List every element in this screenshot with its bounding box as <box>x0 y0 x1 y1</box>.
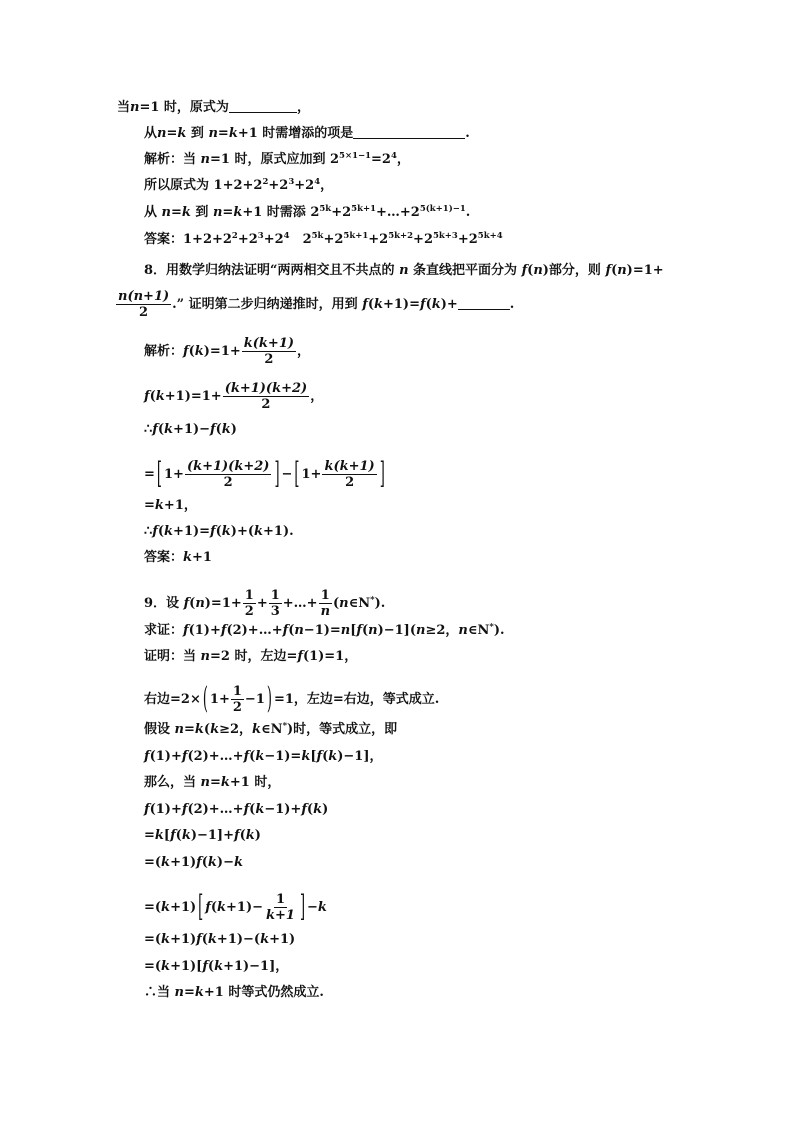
line-4: 所以原式为 $1+2+2^2+2^3+2^4$， <box>144 177 334 193</box>
line-27: =(k+1)f(k+1)−(k+1) <box>144 932 296 947</box>
line-10: f(k+1)=1+ $\frac{(k+1)(k+2)}{2}$ ， <box>144 381 324 412</box>
fraction: $\frac{(k+1)(k+2)}{2}$ <box>186 459 270 490</box>
line-22: 那么，当 n=k+1 时， <box>144 775 281 790</box>
line-16-question-9: 9．设 f(n)=1+ $\frac{1}{2}$ + $\frac{1}{3}$ +…+ $\frac{1}{n}$ (n∈N*). <box>144 588 386 619</box>
line-8: $\frac{n(n+1)}{2}$ .” 证明第二步归纳递推时，用到 f(k+1)=f(k)+ . <box>118 289 515 320</box>
line-5: 从 n=k 到 n=k+1 时需添 $2^{5k}+2^{5k+1}+\dots+2^{5(k+1)-1}$. <box>144 204 471 220</box>
line-25: =(k+1)f(k)−k <box>144 855 243 870</box>
line-9: 解析：f(k)=1+ $\frac{k(k+1)}{2}$ ， <box>144 336 311 367</box>
line-13: =k+1， <box>144 498 197 513</box>
line-7-question-8: 8．用数学归纳法证明“两两相交且不共点的 n 条直线把平面分为 f(n)部分，则 f(n)=1+ <box>144 263 664 278</box>
fraction: $\frac{1}{k+1}$ <box>265 892 295 923</box>
line-14: ∴f(k+1)=f(k)+(k+1). <box>144 524 294 539</box>
line-19: 右边=2× ( 1+ $\frac{1}{2}$ −1 ) =1，左边=右边，等式成立. <box>144 682 440 718</box>
answer-blank <box>229 98 297 113</box>
answer-blank <box>353 124 465 139</box>
line-24: =k[f(k)−1]+f(k) <box>144 828 261 843</box>
fraction: $\frac{1}{2}$ <box>244 588 254 619</box>
line-3: 解析：当 n=1 时，原式应加到 $2^{5\times 1-1}=2^4$， <box>144 151 410 167</box>
line-6-answer: 答案：$1+2+2^2+2^3+2^4$ $2^{5k}+2^{5k+1}+2^{5k+2}+2^{5k+3}+2^{5k+4}$ <box>144 231 503 247</box>
line-23: f(1)+f(2)+…+f(k−1)+f(k) <box>144 802 329 817</box>
line-21: f(1)+f(2)+…+f(k−1)=k[f(k)−1]， <box>144 749 383 764</box>
fraction: $\frac{(k+1)(k+2)}{2}$ <box>224 381 308 412</box>
fraction: $\frac{1}{2}$ <box>232 684 242 715</box>
fraction: $\frac{1}{n}$ <box>320 588 331 619</box>
line-18: 证明：当 n=2 时，左边=f(1)=1， <box>144 649 358 664</box>
answer-blank <box>458 295 510 310</box>
line-11: ∴f(k+1)−f(k) <box>144 422 237 437</box>
line-15-answer: 答案：k+1 <box>144 550 212 565</box>
line-29: ∴当 n=k+1 时等式仍然成立. <box>144 985 324 1000</box>
line-1: 当n=1 时，原式为 ， <box>117 100 310 115</box>
line-20: 假设 n=k(k≥2，k∈N*)时，等式成立，即 <box>144 721 398 737</box>
fraction: $\frac{k(k+1)}{2}$ <box>324 459 375 490</box>
line-12: = [ 1+ $\frac{(k+1)(k+2)}{2}$ ] − [ 1+ $\frac{k(k+1)}{2}$ ] <box>144 457 385 493</box>
line-17: 求证：f(1)+f(2)+…+f(n−1)=n[f(n)−1](n≥2，n∈N*). <box>144 622 505 638</box>
fraction: $\frac{n(n+1)}{2}$ <box>118 289 170 320</box>
line-2: 从n=k 到 n=k+1 时需增添的项是 . <box>144 126 470 141</box>
line-26: =(k+1) [ f(k+1)− $\frac{1}{k+1}$ ] −k <box>144 890 327 926</box>
fraction: $\frac{k(k+1)}{2}$ <box>243 336 295 367</box>
line-28: =(k+1)[f(k+1)−1]， <box>144 959 289 974</box>
fraction: $\frac{1}{3}$ <box>270 588 280 619</box>
